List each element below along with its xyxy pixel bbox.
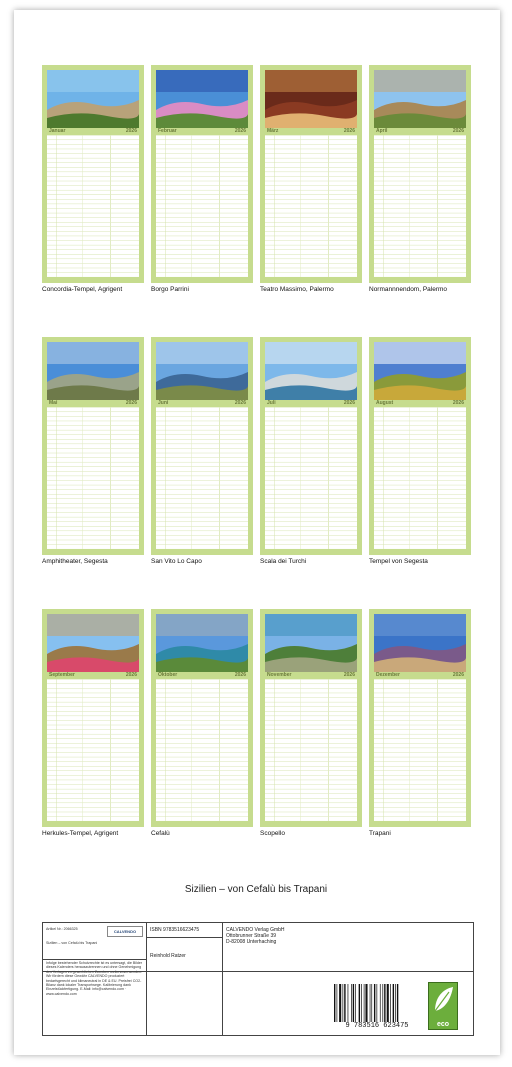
calendar-title: Sizilien – von Cefalù bis Trapani [184, 884, 328, 895]
month-name: März [267, 128, 279, 134]
month-photo [156, 70, 248, 128]
month-day-grid [47, 679, 139, 821]
month-year: 2026 [452, 400, 464, 406]
month-panel [42, 337, 144, 565]
month-photo [374, 342, 466, 400]
month-frame [260, 609, 362, 827]
month-day-grid [156, 407, 248, 549]
month-year: 2026 [343, 400, 355, 406]
month-day-grid [374, 679, 466, 821]
month-caption: San Vito Lo Capo [151, 558, 202, 565]
month-header [374, 672, 466, 679]
month-frame [42, 65, 144, 283]
leaf-icon [429, 983, 457, 1015]
article-number: Artikel Nr.: 2066325 [46, 927, 78, 931]
month-day-grid [156, 679, 248, 821]
month-year: 2026 [452, 672, 464, 678]
month-caption: Cefalù [151, 830, 170, 837]
barcode-graphic [332, 984, 420, 1022]
month-frame [369, 65, 471, 283]
month-photo [156, 342, 248, 400]
month-caption: Amphitheater, Segesta [42, 558, 108, 565]
month-header [265, 128, 357, 135]
month-day-grid [374, 407, 466, 549]
month-day-grid [374, 135, 466, 277]
month-name: November [267, 672, 292, 678]
month-panel [369, 65, 471, 293]
month-header [265, 672, 357, 679]
month-caption: Scala dei Turchi [260, 558, 307, 565]
month-frame [42, 337, 144, 555]
month-year: 2026 [234, 400, 246, 406]
month-frame [369, 337, 471, 555]
month-day-grid [47, 135, 139, 277]
month-header [47, 128, 139, 135]
month-header [156, 672, 248, 679]
month-caption: Borgo Parrini [151, 286, 189, 293]
isbn: ISBN 9783516623475 [150, 927, 200, 933]
month-frame [260, 337, 362, 555]
imprint-subtitle: Sizilien – von Cefalù bis Trapani [46, 941, 98, 945]
month-panel [260, 609, 362, 837]
month-year: 2026 [125, 400, 137, 406]
month-name: Februar [158, 128, 177, 134]
month-header [265, 400, 357, 407]
month-photo [47, 70, 139, 128]
month-year: 2026 [234, 672, 246, 678]
month-year: 2026 [125, 672, 137, 678]
month-photo [265, 614, 357, 672]
month-name: Mai [49, 400, 58, 406]
month-name: April [376, 128, 388, 134]
month-photo [156, 614, 248, 672]
month-name: September [49, 672, 75, 678]
month-panel [260, 337, 362, 565]
month-panel [151, 337, 253, 565]
month-header [374, 128, 466, 135]
barcode-number: 9 783516 623475 [345, 1022, 409, 1030]
month-name: August [376, 400, 394, 406]
month-year: 2026 [343, 128, 355, 134]
month-name: Dezember [376, 672, 400, 678]
month-caption: Normannnendom, Palermo [369, 286, 448, 293]
month-photo [265, 342, 357, 400]
month-frame [151, 65, 253, 283]
month-caption: Herkules-Tempel, Agrigent [42, 830, 119, 837]
month-frame [151, 337, 253, 555]
month-photo [265, 70, 357, 128]
month-frame [260, 65, 362, 283]
legal-text: Infolge bestehender Schutzrechte ist es untersagt, die Bilder dieses Kalenders herauszutrennen und ohne Genehmigung des Verlages zu gewerblichen Zwecken weiterzuverwenden. Wir fördern diese Gewähr CALVENDO produziert bedarfsgerecht und klimaneutral in DE & EU. Preisfrei CO2-Bilanz dank lokaler Transportwege. Kalibrierung dank Einzelstückfertigung. E-Mail: info@calvendo.com · www.calvendo.com [46, 961, 143, 996]
publisher-street: Ottobrunner Straße 39 [226, 933, 277, 939]
month-caption: Concordia-Tempel, Agrigent [42, 286, 123, 293]
month-header [156, 128, 248, 135]
month-panel [369, 337, 471, 565]
month-caption: Tempel von Segesta [369, 558, 428, 565]
month-photo [47, 614, 139, 672]
month-panel [151, 65, 253, 293]
month-caption: Trapani [369, 830, 391, 837]
month-day-grid [47, 407, 139, 549]
month-day-grid [265, 407, 357, 549]
month-panel [42, 65, 144, 293]
month-day-grid [265, 679, 357, 821]
month-header [47, 672, 139, 679]
month-name: Oktober [158, 672, 178, 678]
month-year: 2026 [452, 128, 464, 134]
month-frame [369, 609, 471, 827]
month-year: 2026 [234, 128, 246, 134]
month-photo [374, 614, 466, 672]
month-year: 2026 [125, 128, 137, 134]
month-panel [42, 609, 144, 837]
month-panel [151, 609, 253, 837]
month-caption: Teatro Massimo, Palermo [260, 286, 334, 293]
publisher-city: D-82008 Unterhaching [226, 939, 277, 945]
month-name: Juli [267, 400, 276, 406]
imprint-left-cell [43, 923, 147, 1035]
month-name: Januar [49, 128, 66, 134]
publisher-address [223, 923, 333, 1035]
imprint-isbn-cell [147, 923, 223, 1035]
month-header [47, 400, 139, 407]
month-header [374, 400, 466, 407]
calvendo-logo: CALVENDO [107, 926, 143, 937]
month-frame [151, 609, 253, 827]
author: Reinhold Ratzer [150, 953, 186, 959]
month-name: Juni [158, 400, 169, 406]
eco-label: eco [436, 1021, 450, 1028]
month-header [156, 400, 248, 407]
month-caption: Scopello [260, 830, 285, 837]
month-year: 2026 [343, 672, 355, 678]
month-panel [369, 609, 471, 837]
month-frame [42, 609, 144, 827]
eco-badge [428, 982, 458, 1030]
month-photo [47, 342, 139, 400]
publisher-name: CALVENDO Verlag GmbH [226, 927, 285, 933]
month-panel [260, 65, 362, 293]
month-day-grid [265, 135, 357, 277]
month-day-grid [156, 135, 248, 277]
month-photo [374, 70, 466, 128]
